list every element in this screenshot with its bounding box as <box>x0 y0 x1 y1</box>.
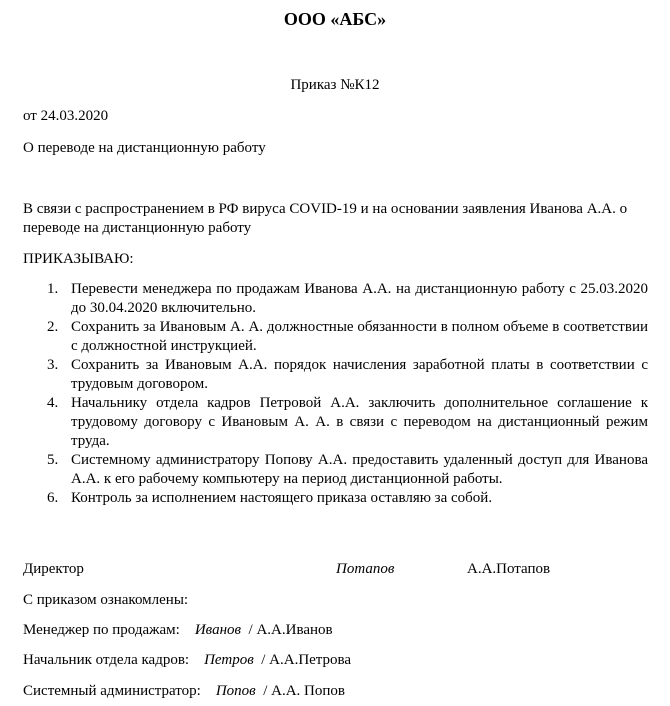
item-text: Начальнику отдела кадров Петровой А.А. заключить дополнительное соглашение к трудовому договору с Ивановым А. А. в связи с переводом на дистанционный режим труда. <box>71 395 648 449</box>
signer-signature: Петров <box>204 652 254 668</box>
signer-name: А.А.Иванов <box>256 622 333 638</box>
signature-row <box>23 621 333 640</box>
director-signature: Потапов <box>336 561 395 577</box>
order-items-list <box>23 280 648 508</box>
signer-signature: Попов <box>215 683 256 699</box>
order-number: Приказ №К12 <box>290 77 380 93</box>
acknowledged-heading: С приказом ознакомлены: <box>23 592 189 608</box>
order-item <box>23 280 648 318</box>
order-item <box>23 356 648 394</box>
item-number: 5. <box>47 452 59 468</box>
director-name: А.А.Потапов <box>467 561 551 577</box>
preamble-text: В связи с распространением в РФ вируса COVID-19 и на основании заявления Иванова А.А. о переводе на дистанционную работу <box>23 201 628 236</box>
signer-signature: Иванов <box>194 622 242 638</box>
signature-separator: / <box>263 683 268 699</box>
item-number: 2. <box>47 319 59 335</box>
item-text: Перевести менеджера по продажам Иванова А.А. на дистанционную работу с 25.03.2020 до 30.04.2020 включительно. <box>71 281 648 316</box>
order-item <box>23 489 648 508</box>
signature-separator: / <box>261 652 266 668</box>
signer-role: Начальник отдела кадров: <box>23 652 190 668</box>
item-text: Системному администратору Попову А.А. предоставить удаленный доступ для Иванова А.А. к его рабочему компьютеру на период дистанционной работы. <box>71 452 648 487</box>
order-item <box>23 394 648 451</box>
order-date: от 24.03.2020 <box>23 108 109 124</box>
item-number: 6. <box>47 490 59 506</box>
signature-row <box>23 651 351 670</box>
signer-name: А.А.Петрова <box>269 652 352 668</box>
company-name: ООО «АБС» <box>283 9 387 29</box>
order-subject: О переводе на дистанционную работу <box>23 140 266 156</box>
order-item <box>23 318 648 356</box>
order-item <box>23 451 648 489</box>
director-role: Директор <box>23 561 84 577</box>
item-number: 4. <box>47 395 59 411</box>
signer-role: Менеджер по продажам: <box>23 622 180 638</box>
signer-role: Системный администратор: <box>23 683 201 699</box>
order-keyword: ПРИКАЗЫВАЮ: <box>23 251 134 267</box>
item-text: Сохранить за Ивановым А.А. порядок начисления заработной платы в соответствии с трудовым договором. <box>71 357 648 392</box>
item-text: Контроль за исполнением настоящего приказа оставляю за собой. <box>71 490 493 506</box>
item-number: 3. <box>47 357 59 373</box>
signature-row <box>23 682 345 701</box>
item-number: 1. <box>47 281 59 297</box>
signer-name: А.А. Попов <box>271 683 345 699</box>
signature-separator: / <box>248 622 253 638</box>
item-text: Сохранить за Ивановым А. А. должностные обязанности в полном объеме в соответствии с должностной инструкцией. <box>71 319 648 354</box>
